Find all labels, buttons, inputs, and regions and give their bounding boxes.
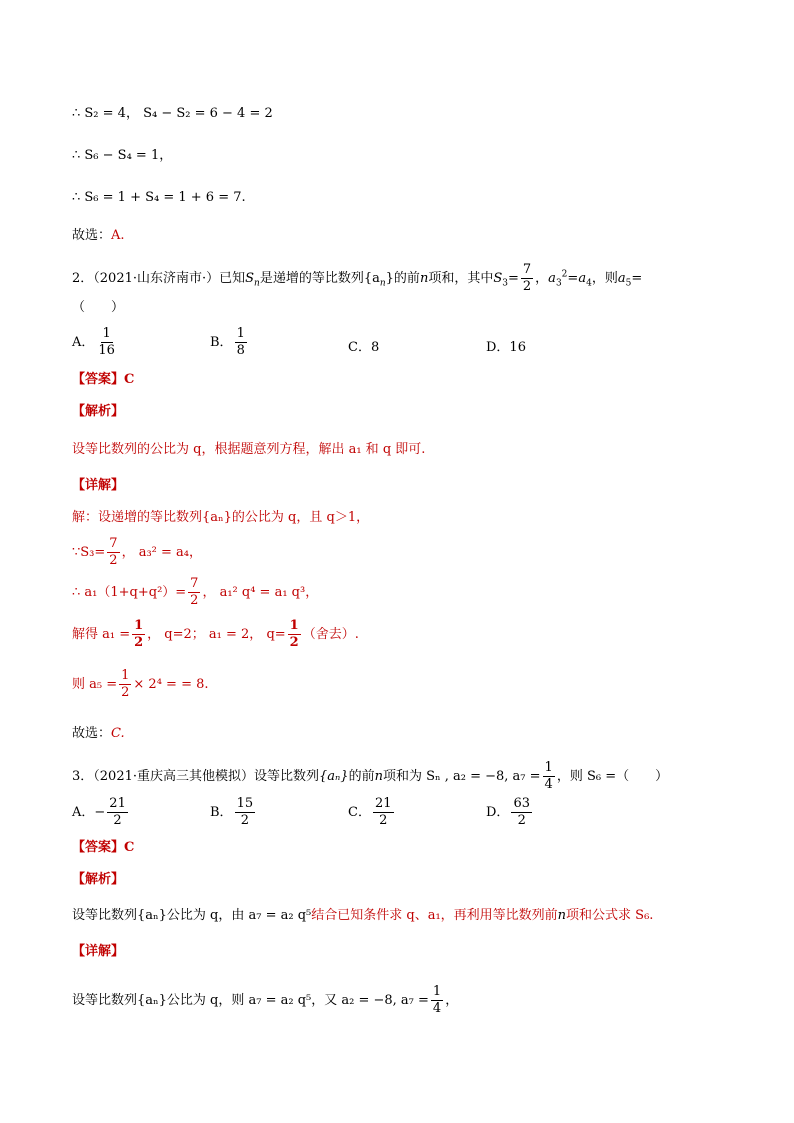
q2-option-b-fraction [235,326,247,359]
q2-option-a-den: 16 [98,343,115,358]
q3-analysis-c: n [557,908,567,923]
q2-answer [72,370,134,390]
solution-line-1: ∴ S₂ = 4， S₄ − S₂ = 6 − 4 = 2 [72,106,273,121]
q2-option-a [72,326,119,359]
q2-detail-line-1: 解：设递增的等比数列{aₙ}的公比为 q，且 q＞1， [72,510,370,525]
q3-option-c-fraction [373,796,394,829]
q2-stem-b-sub: n [254,278,260,289]
q3-option-a-fraction [107,796,128,829]
q3-analysis-b: 结合已知条件求 q、a₁，再利用等比数列前 [311,908,558,923]
q3-frac-den: 4 [544,777,553,792]
q2-d2-den: 2 [109,553,118,568]
q2-stem-i: ， [535,271,549,286]
q2-detail-line-4 [72,618,359,651]
q3-stem-e: 项和为 Sₙ , a₂ = −8, a₇ = [382,769,541,784]
q2-d2-num: 7 [109,536,118,551]
q2-stem-n: a [617,271,626,286]
q2-frac-num: 7 [522,262,532,277]
q2-d4-num2: 1 [289,618,299,633]
q3-option-d-label: D． [486,805,510,820]
q2-d3-b: ， a₁² q⁴ = a₁ q³， [202,585,319,600]
q2-stem-j-sub: 3 [555,278,562,289]
q2-stem-l-sub: 4 [586,278,592,289]
q2-stem-a: 2．（2021·山东济南市·）已知 [72,271,246,286]
q3-option-c-label: C． [348,805,371,820]
q3-option-a-num: 21 [109,796,126,811]
q2-d3-fraction [188,576,200,609]
q2-d5-num: 1 [121,668,130,683]
q2-stem-k: = [567,271,579,286]
q2-option-a-fraction [96,326,117,359]
choose-line-1 [72,226,125,246]
q3-d1-num: 1 [432,984,442,999]
q2-d5-den: 2 [121,685,130,700]
q2-d4-den: 2 [134,635,144,650]
q2-option-b-den: 8 [236,343,245,358]
q3-stem-fraction [543,760,555,793]
choose-answer: A. [111,228,125,243]
q3-analysis-text [72,906,653,926]
q2-detail-line-3 [72,576,318,609]
q3-detail-label: 【详解】 [72,944,125,959]
q2-option-b [210,326,249,359]
q2-stem-c: 是递增的等比数列{a [259,271,380,286]
q3-option-d [486,796,534,829]
q2-d4-a: 解得 a₁ = [72,627,131,642]
q3-option-a-den: 2 [113,813,122,828]
q3-option-b-label: B． [210,805,233,820]
q3-option-a-sign: − [94,805,106,820]
q2-d3-den: 2 [190,593,199,608]
q2-stem-f: 项和，其中 [428,271,494,286]
q2-d5-b: × 2⁴ = = 8. [133,677,209,692]
q3-stem-f: ，则 S₆ =（ ） [556,769,669,784]
q2-d2-a: ∵S₃= [72,545,106,560]
q3-d1-a: 设等比数列{aₙ}公比为 q，则 a₇ = a₂ q⁵，又 a₂ = −8, a₇ = [72,993,429,1008]
solution-line-3: ∴ S₆ = 1 + S₄ = 1 + 6 = 7. [72,190,246,205]
q2-stem-l: a [578,271,587,286]
q2-choose-label: 故选： [72,726,112,741]
q3-stem-b: {aₙ} [319,769,349,784]
q3-option-d-fraction [511,796,532,829]
q3-option-b [210,796,257,829]
q2-detail-label: 【详解】 [72,478,125,493]
q3-stem [72,760,668,793]
q2-option-d: D．16 [486,340,526,355]
q3-answer-value: C [124,840,135,855]
solution-line-2: ∴ S₆ − S₄ = 1， [72,148,173,163]
q2-d2-b: ， a₃² = a₄， [121,545,202,560]
q2-stem-n-sub: 5 [625,278,632,289]
q3-option-b-num: 15 [236,796,254,811]
q3-stem-a: 3．（2021·重庆高三其他模拟）设等比数列 [72,769,319,784]
q3-option-b-fraction [235,796,256,829]
q2-d4-num: 1 [134,618,144,633]
q2-paren: （ ） [72,300,125,315]
q3-stem-c: 的前 [348,769,375,784]
q2-d5-fraction [119,668,131,701]
q2-option-a-label: A． [72,335,95,350]
q3-d1-den: 4 [432,1001,442,1016]
q3-stem-d: n [374,769,383,784]
q2-stem [72,262,642,295]
q2-stem-o: = [631,271,643,286]
q2-stem-j-sup: 2 [561,269,568,280]
q2-stem-g: S [493,271,503,286]
q2-stem-b: S [245,271,255,286]
q2-choose-line [72,724,125,744]
q2-d3-num: 7 [190,576,199,591]
q2-choose-answer: C. [111,726,125,741]
q3-option-c-den: 2 [379,813,388,828]
q2-d4-fraction [132,618,145,651]
choose-label: 故选： [72,228,112,243]
q2-detail-line-5 [72,668,209,701]
q2-answer-value: C [124,372,135,387]
q2-stem-d: }的前 [385,271,420,286]
q2-stem-j: a [548,271,556,286]
q3-answer-label: 【答案】 [72,840,125,855]
q3-option-d-den: 2 [517,813,526,828]
q2-option-c: C．8 [348,340,380,355]
q3-answer [72,838,134,858]
q2-option-a-num: 1 [102,326,111,341]
q2-d5-a: 则 a₅ = [72,677,118,692]
q2-d3-a: ∴ a₁（1+q+q²）= [72,585,187,600]
q2-d4-den2: 2 [289,635,299,650]
q2-option-b-num: 1 [236,326,245,341]
q2-stem-fraction [521,262,533,295]
q2-stem-c-sub: n [379,278,386,289]
q3-option-c-num: 21 [374,796,392,811]
q3-option-d-num: 63 [513,796,530,811]
q3-analysis-label: 【解析】 [72,872,125,887]
q2-stem-e: n [419,271,429,286]
q3-analysis-a: 设等比数列{aₙ}公比为 q，由 a₇ = a₂ q⁵ [72,908,312,923]
q2-answer-label: 【答案】 [72,372,125,387]
q3-option-a-label: A． [72,805,95,820]
q3-frac-num: 1 [544,760,553,775]
q2-d4-b: ， q=2； a₁ = 2， q= [147,627,286,642]
q3-d1-b: ， [445,993,459,1008]
q2-stem-m: ，则 [591,271,618,286]
q3-analysis-d: 项和公式求 S₆. [566,908,654,923]
q3-detail-line-1 [72,984,458,1017]
q2-d2-fraction [107,536,119,569]
q2-d4-c: （舍去）. [302,627,359,642]
q2-option-b-label: B． [210,335,233,350]
q2-stem-h: = [507,271,519,286]
q2-detail-line-2 [72,536,202,569]
q3-option-c [348,796,396,829]
q2-analysis-text: 设等比数列的公比为 q，根据题意列方程，解出 a₁ 和 q 即可. [72,442,426,457]
q3-option-b-den: 2 [240,813,249,828]
q2-analysis-label: 【解析】 [72,404,125,419]
q2-d4-fraction-2 [288,618,301,651]
q3-d1-fraction [431,984,443,1017]
q3-option-a [72,796,130,829]
q2-frac-den: 2 [522,279,532,294]
q2-stem-g-sub: 3 [502,278,508,289]
